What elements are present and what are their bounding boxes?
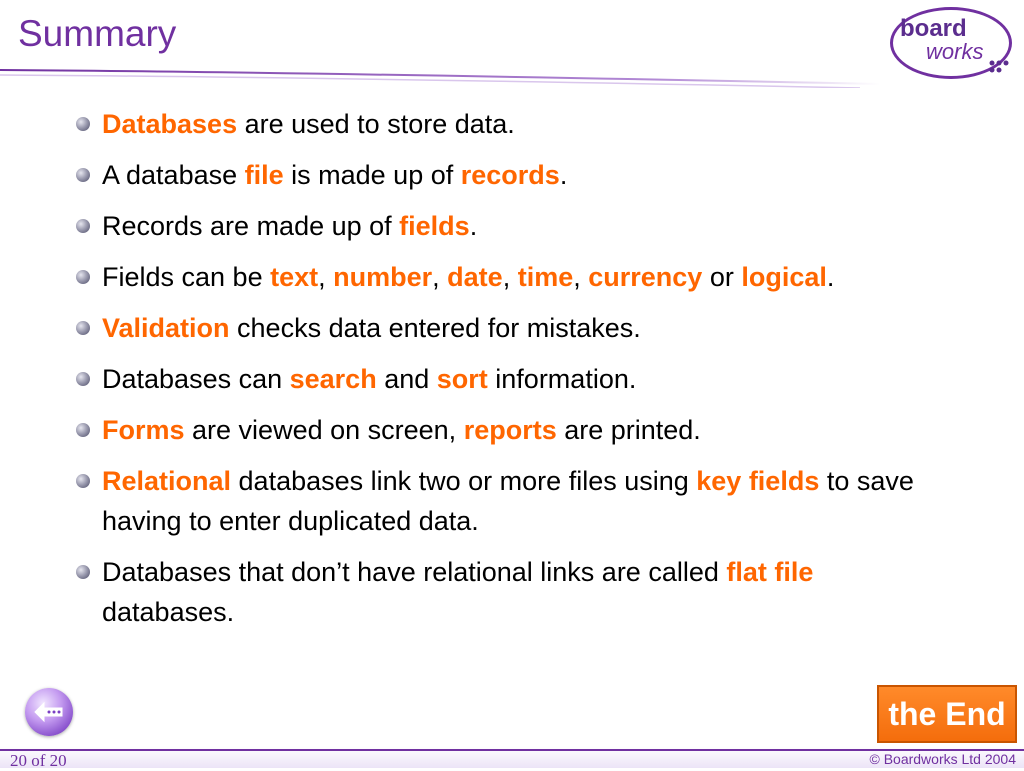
bullet-text: , xyxy=(573,262,589,292)
bullet-item xyxy=(72,206,952,246)
highlighted-term: Relational xyxy=(102,466,232,496)
bullet-text: Fields can be xyxy=(102,262,271,292)
bullet-sphere-icon xyxy=(76,219,90,233)
bullet-text: are used to store data. xyxy=(237,109,515,139)
highlighted-term: Validation xyxy=(102,313,230,343)
bullet-sphere-icon xyxy=(76,372,90,386)
bullet-sphere-icon xyxy=(76,474,90,488)
bullet-text: , xyxy=(502,262,518,292)
bullet-item xyxy=(72,410,952,450)
highlighted-term: Forms xyxy=(102,415,185,445)
highlighted-term: fields xyxy=(399,211,470,241)
bullet-text: databases. xyxy=(102,597,235,627)
highlighted-term: file xyxy=(244,160,284,190)
bullet-item xyxy=(72,257,952,297)
bullet-item xyxy=(72,155,952,195)
bullet-text: are printed. xyxy=(556,415,701,445)
the-end-button[interactable]: the End xyxy=(877,685,1017,743)
bullet-sphere-icon xyxy=(76,117,90,131)
bullet-text: , xyxy=(318,262,334,292)
bullet-text: checks data entered for mistakes. xyxy=(229,313,641,343)
bullet-text: or xyxy=(702,262,742,292)
title-underline xyxy=(0,66,880,88)
bullet-text: . xyxy=(559,160,568,190)
bullet-item xyxy=(72,308,952,348)
highlighted-term: records xyxy=(460,160,560,190)
bullet-item xyxy=(72,461,952,541)
boardworks-logo xyxy=(888,5,1018,83)
logo-dots-icon xyxy=(988,59,1010,73)
highlighted-term: number xyxy=(333,262,433,292)
bullet-text: to save having to enter duplicated data. xyxy=(102,466,914,536)
logo-word-board: board xyxy=(900,15,967,42)
highlighted-term: reports xyxy=(463,415,557,445)
bullet-text: databases link two or more files using xyxy=(231,466,697,496)
highlighted-term: flat file xyxy=(726,557,814,587)
bullet-text: Databases that don’t have relational links are called xyxy=(102,557,727,587)
highlighted-term: logical xyxy=(741,262,827,292)
highlighted-term: key fields xyxy=(696,466,820,496)
back-arrow-icon xyxy=(33,698,65,726)
bullet-sphere-icon xyxy=(76,270,90,284)
highlighted-term: Databases xyxy=(102,109,238,139)
bullet-sphere-icon xyxy=(76,321,90,335)
bullet-text: Records are made up of xyxy=(102,211,400,241)
highlighted-term: currency xyxy=(588,262,703,292)
summary-bullet-list xyxy=(72,104,952,643)
highlighted-term: date xyxy=(447,262,503,292)
bullet-text: information. xyxy=(487,364,637,394)
copyright-notice: © Boardworks Ltd 2004 xyxy=(869,751,1016,767)
bullet-sphere-icon xyxy=(76,565,90,579)
bullet-text: are viewed on screen, xyxy=(184,415,464,445)
highlighted-term: time xyxy=(517,262,574,292)
bullet-text: and xyxy=(376,364,437,394)
bullet-item xyxy=(72,552,952,632)
logo-word-works: works xyxy=(926,39,984,64)
highlighted-term: text xyxy=(270,262,319,292)
bullet-text: , xyxy=(432,262,448,292)
highlighted-term: search xyxy=(289,364,377,394)
bullet-text: is made up of xyxy=(283,160,461,190)
bullet-text: . xyxy=(826,262,835,292)
page-number: 20 of 20 xyxy=(10,751,67,770)
bullet-sphere-icon xyxy=(76,168,90,182)
bullet-text: Databases can xyxy=(102,364,290,394)
bullet-text: . xyxy=(469,211,478,241)
bullet-item xyxy=(72,104,952,144)
back-button[interactable] xyxy=(25,688,73,736)
highlighted-term: sort xyxy=(436,364,488,394)
slide-title: Summary xyxy=(18,13,177,54)
bullet-sphere-icon xyxy=(76,423,90,437)
bullet-item xyxy=(72,359,952,399)
bullet-text: A database xyxy=(102,160,245,190)
